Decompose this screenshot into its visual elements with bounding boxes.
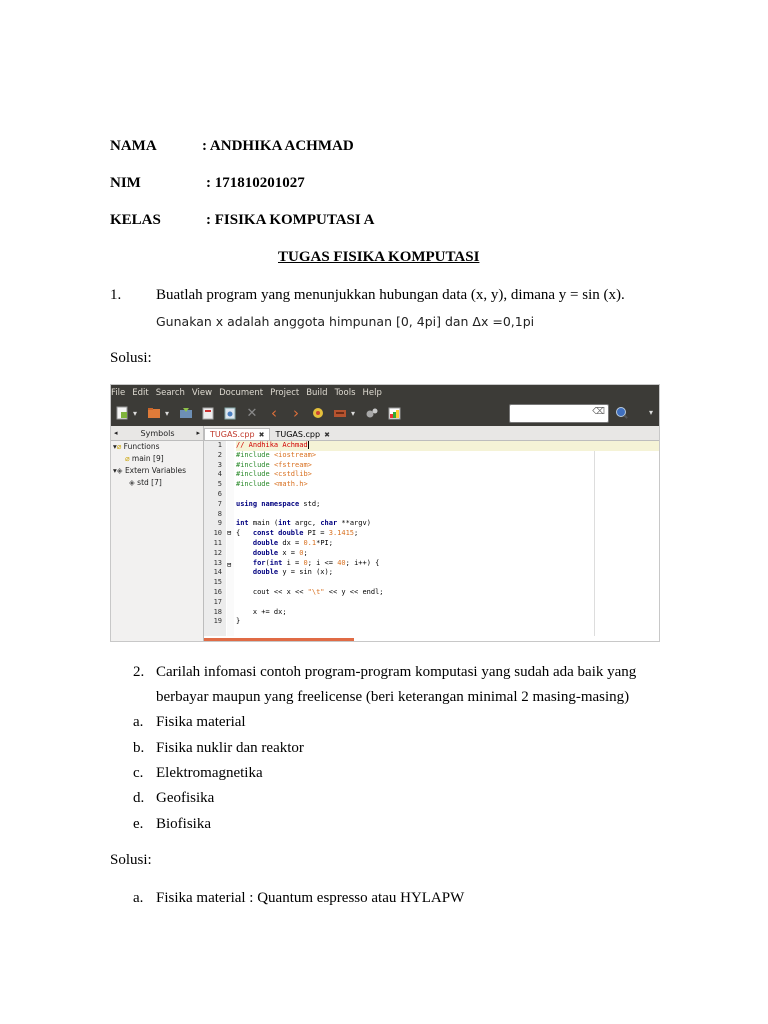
identifier-token: *PI; (316, 538, 333, 547)
editor-tabs (204, 426, 660, 441)
back-arrow-icon[interactable]: ‹ (271, 404, 277, 422)
sidebar-scroll-left-icon[interactable]: ◂ (114, 429, 118, 437)
code-line (236, 559, 660, 569)
line-number: 4 (217, 470, 222, 479)
menu-edit[interactable]: Edit (132, 387, 149, 398)
tab-tugas-cpp[interactable] (270, 429, 334, 440)
menu-project[interactable]: Project (270, 387, 300, 398)
code-line (236, 529, 660, 539)
nama-value: : ANDHIKA ACHMAD (202, 138, 354, 154)
save-all-icon[interactable] (197, 403, 219, 423)
line-number: 5 (217, 480, 222, 489)
keyword-token: int (236, 519, 249, 528)
variable-icon: ◈ (129, 478, 135, 487)
kelas-value: : FISIKA KOMPUTASI A (206, 212, 375, 228)
string-token: "\t" (307, 587, 325, 596)
q2-line2: berbayar maupun yang freelicense (beri keterangan minimal 2 masing-masing) (156, 689, 630, 705)
preprocessor-token: #include (236, 470, 274, 479)
sidebar-scroll-right-icon[interactable]: ▸ (196, 429, 200, 437)
q1-line1: Buatlah program yang menunjukkan hubungan data (x, y), dimana y = sin (x). (156, 287, 625, 303)
symbol-main[interactable] (111, 453, 203, 465)
code-line (236, 519, 660, 529)
header-token: <math.h> (273, 480, 308, 489)
clear-search-icon[interactable]: ⌫ (592, 407, 605, 417)
list-item-marker: a. (133, 714, 144, 730)
identifier-token: PI = (303, 529, 329, 538)
identifier-token: main ( (248, 519, 279, 528)
line-number: 16 (213, 587, 222, 596)
preprocessor-token: #include (236, 480, 274, 489)
text-cursor (308, 441, 309, 449)
punct-token: ( (265, 558, 270, 567)
line-number: 14 (213, 568, 222, 577)
keyword-token: const double (252, 529, 304, 538)
indent (236, 539, 253, 547)
code-line (236, 588, 660, 598)
number-token: 0 (299, 548, 304, 557)
forward-arrow-icon[interactable]: › (293, 404, 299, 422)
line-number: 1 (217, 441, 222, 449)
new-file-icon[interactable] (111, 403, 133, 423)
tab-tugas-cpp-active[interactable] (204, 428, 270, 440)
code-line (236, 490, 660, 500)
list-item-text: Elektromagnetika (156, 765, 263, 781)
identifier-token: cout << x << (236, 587, 308, 596)
code-lines[interactable] (236, 441, 660, 627)
expand-arrow-icon[interactable]: ▾ (113, 442, 117, 451)
close-tab-icon[interactable]: ✖ (324, 430, 330, 439)
code-line (236, 500, 660, 510)
answer-a-marker: a. (133, 890, 144, 906)
identifier-token: i = (282, 558, 304, 567)
code-line (236, 578, 660, 588)
search-icon[interactable] (611, 403, 633, 423)
list-item-marker: b. (133, 740, 145, 756)
function-icon: ⌀ (125, 454, 130, 463)
keyword-token: int (269, 558, 283, 567)
list-item-text: Biofisika (156, 816, 211, 832)
line-number: 6 (217, 489, 222, 498)
function-icon: ⌀ (116, 442, 122, 451)
open-folder-icon[interactable] (143, 403, 165, 423)
save-icon[interactable] (175, 403, 197, 423)
punct-token: ; (354, 529, 359, 538)
tab-label: TUGAS.cpp (275, 430, 321, 439)
list-item-marker: e. (133, 816, 144, 832)
identifier-token: ; i++) { (345, 558, 380, 567)
symbols-sidebar (111, 426, 204, 642)
nim-label: NIM (110, 175, 141, 191)
toolbar-search-input[interactable] (509, 404, 609, 423)
symbol-functions-label: Functions (123, 442, 160, 451)
line-number: 18 (213, 607, 222, 616)
identifier-token: x = (278, 548, 300, 557)
keyword-token: char (320, 519, 338, 528)
list-item-marker: c. (133, 765, 144, 781)
code-line (236, 510, 660, 520)
symbol-main-label: main [9] (131, 454, 164, 463)
number-token: 40 (337, 558, 346, 567)
build-dropdown-icon[interactable]: ▾ (351, 408, 356, 418)
variable-icon: ◈ (116, 466, 123, 475)
list-item-text: Fisika material (156, 714, 246, 730)
preprocessor-token: #include (236, 460, 274, 469)
line-number: 9 (217, 519, 222, 528)
number-token: 3.1415 (328, 529, 355, 538)
menu-tools[interactable]: Tools (334, 387, 356, 398)
list-item-text: Geofisika (156, 790, 215, 806)
code-line (236, 568, 660, 578)
line-number: 7 (217, 499, 222, 508)
tab-symbols[interactable]: Symbols (140, 428, 175, 438)
menu-document[interactable]: Document (219, 387, 264, 398)
line-number: 2 (217, 450, 222, 459)
identifier-token: argc, (290, 519, 321, 528)
identifier-token: ; i <= (307, 558, 338, 567)
header-token: <fstream> (273, 460, 312, 469)
line-number-gutter (204, 441, 226, 636)
open-dropdown-icon[interactable]: ▾ (165, 408, 170, 418)
keyword-token: for (252, 558, 266, 567)
menu-help[interactable]: Help (362, 387, 382, 398)
symbol-extern-label: Extern Variables (124, 466, 187, 475)
fold-margin[interactable] (227, 441, 234, 636)
identifier-token: dx = (278, 538, 304, 547)
keyword-token: double (252, 568, 279, 577)
line-number: 17 (213, 597, 222, 606)
search-dropdown-icon[interactable]: ▾ (649, 408, 654, 417)
q1-line2: Gunakan x adalah anggota himpunan [0, 4pi] dan Δx =0,1pi (156, 314, 535, 329)
identifier-token: x += dx; (236, 607, 287, 616)
list-item-text: Fisika nuklir dan reaktor (156, 740, 304, 756)
code-line (236, 539, 660, 549)
answer-a-text: Fisika material : Quantum espresso atau HYLAPW (156, 890, 465, 906)
number-token: 0.1 (303, 538, 317, 547)
identifier-token: << y << endl; (324, 587, 384, 596)
identifier-token: **argv) (337, 519, 371, 528)
code-line (236, 480, 660, 490)
document-title: TUGAS FISIKA KOMPUTASI (278, 249, 480, 265)
menu-build[interactable]: Build (306, 387, 328, 398)
close-tab-icon[interactable]: ✖ (258, 430, 265, 439)
indent (236, 559, 253, 567)
sidebar-tabs (111, 426, 203, 441)
menu-view[interactable]: View (191, 387, 213, 398)
code-area[interactable] (204, 441, 660, 636)
tab-label: TUGAS.cpp (210, 430, 255, 439)
code-line (236, 470, 660, 480)
ide-screenshot (110, 384, 660, 642)
line-number: 15 (213, 578, 222, 587)
new-file-dropdown-icon[interactable]: ▾ (133, 408, 138, 418)
menu-file[interactable]: File (111, 387, 126, 398)
line-number: 11 (213, 538, 222, 547)
code-line (236, 451, 660, 461)
punct-token: ; (303, 548, 308, 557)
list-item-marker: d. (133, 790, 145, 806)
code-line (236, 608, 660, 618)
header-token: <iostream> (273, 450, 317, 459)
q2-number: 2. (133, 664, 145, 680)
editor-progress-bar (204, 638, 354, 641)
fold-toggle-icon[interactable]: ⊟ (227, 561, 232, 569)
symbol-extern-variables[interactable] (111, 465, 203, 477)
code-line (236, 598, 660, 608)
brace-token: } (236, 617, 241, 626)
nim-value: : 171810201027 (206, 175, 305, 191)
code-line (236, 617, 660, 627)
symbol-std-label: std [7] (137, 478, 162, 487)
preprocessor-token: #include (236, 450, 274, 459)
brace-token: { (236, 529, 253, 538)
code-line (236, 549, 660, 559)
identifier-token: std; (299, 499, 321, 508)
q2-line1: Carilah infomasi contoh program-program komputasi yang sudah ada baik yang (156, 664, 637, 680)
build-icon[interactable] (329, 403, 351, 423)
keyword-token: double (252, 548, 279, 557)
revert-icon[interactable] (219, 403, 241, 423)
nama-label: NAMA (110, 138, 157, 154)
solusi-2-label: Solusi: (110, 852, 152, 868)
execute-gears-icon[interactable] (361, 403, 383, 423)
line-number: 8 (217, 509, 222, 518)
keyword-token: double (252, 538, 279, 547)
code-line (236, 441, 660, 451)
indent (236, 568, 253, 576)
q1-number: 1. (110, 287, 122, 303)
indent (236, 549, 253, 557)
ide-menubar (111, 385, 659, 400)
line-number: 13 (213, 558, 222, 567)
line-number: 3 (217, 460, 222, 469)
code-line (236, 461, 660, 471)
fold-toggle-icon[interactable]: ⊟ (227, 529, 232, 537)
close-file-icon[interactable]: ✕ (246, 405, 258, 421)
solusi-1-label: Solusi: (110, 350, 152, 366)
line-number: 19 (213, 617, 222, 626)
keyword-token: int (278, 519, 291, 528)
comment-token: // Andhika Achmad (236, 441, 308, 449)
line-number: 10 (213, 529, 222, 538)
line-number: 12 (213, 548, 222, 557)
color-chooser-icon[interactable] (383, 403, 405, 423)
menu-search[interactable]: Search (155, 387, 185, 398)
identifier-token: y = sin (x); (278, 568, 333, 577)
number-token: 0 (303, 558, 308, 567)
expand-arrow-icon[interactable]: ▾ (113, 466, 117, 475)
code-editor[interactable] (204, 426, 660, 642)
symbol-functions[interactable] (111, 441, 203, 453)
keyword-token: using namespace (236, 499, 300, 508)
header-token: <cstdlib> (273, 470, 312, 479)
ide-toolbar (111, 400, 659, 426)
kelas-label: KELAS (110, 212, 161, 228)
compile-icon[interactable] (307, 403, 329, 423)
symbol-std[interactable] (111, 477, 203, 489)
